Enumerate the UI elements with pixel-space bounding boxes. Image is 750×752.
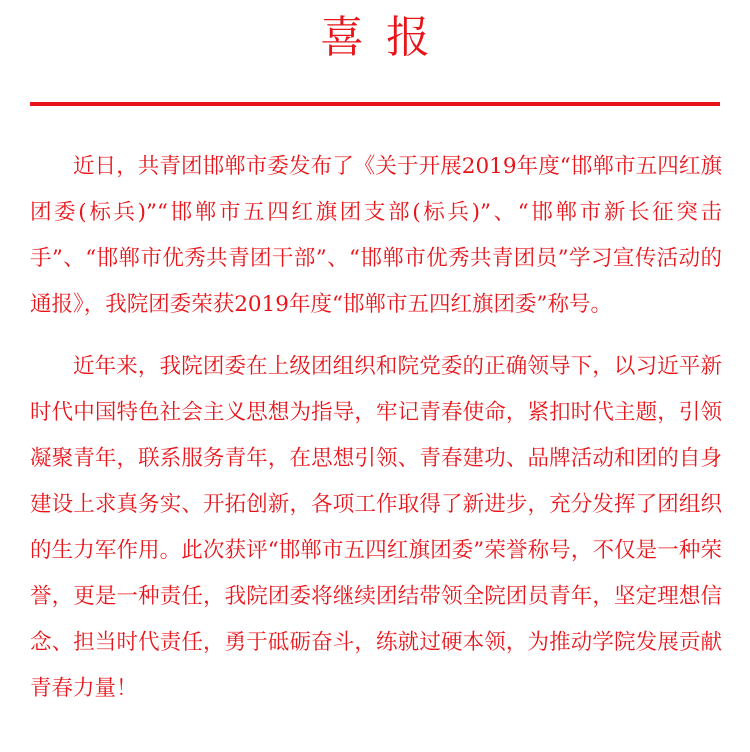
paragraph-achievements: 近年来，我院团委在上级团组织和院党委的正确领导下，以习近平新时代中国特色社会主义思想为指导，牢记青春使命，紧扣时代主题，引领凝聚青年，联系服务青年，在思想引领、青春建功、品牌活动和团的自身建设上求真务实、开拓创新，各项工作取得了新进步，充分发挥了团组织的生力军作用。此次获评“邯郸市五四红旗团委”荣誉称号，不仅是一种荣誉，更是一种责任，我院团委将继续团结带领全院团员青年，坚定理想信念、担当时代责任，勇于砥砺奋斗，练就过硬本领，为推动学院发展贡献青春力量！ [30, 354, 722, 701]
paragraph-announcement: 近日，共青团邯郸市委发布了《关于开展2019年度“邯郸市五四红旗团委(标兵)”“邯郸市五四红旗团支部(标兵)”、“邯郸市新长征突击手”、“邯郸市优秀共青团干部”、“邯郸市优秀共青团员”学习宣传活动的通报》，我院团委荣获2019年度“邯郸市五四红旗团委”称号。 [30, 154, 722, 317]
page-title: 喜报 [320, 12, 452, 63]
announcement-body [30, 144, 722, 712]
title-divider [30, 102, 720, 106]
